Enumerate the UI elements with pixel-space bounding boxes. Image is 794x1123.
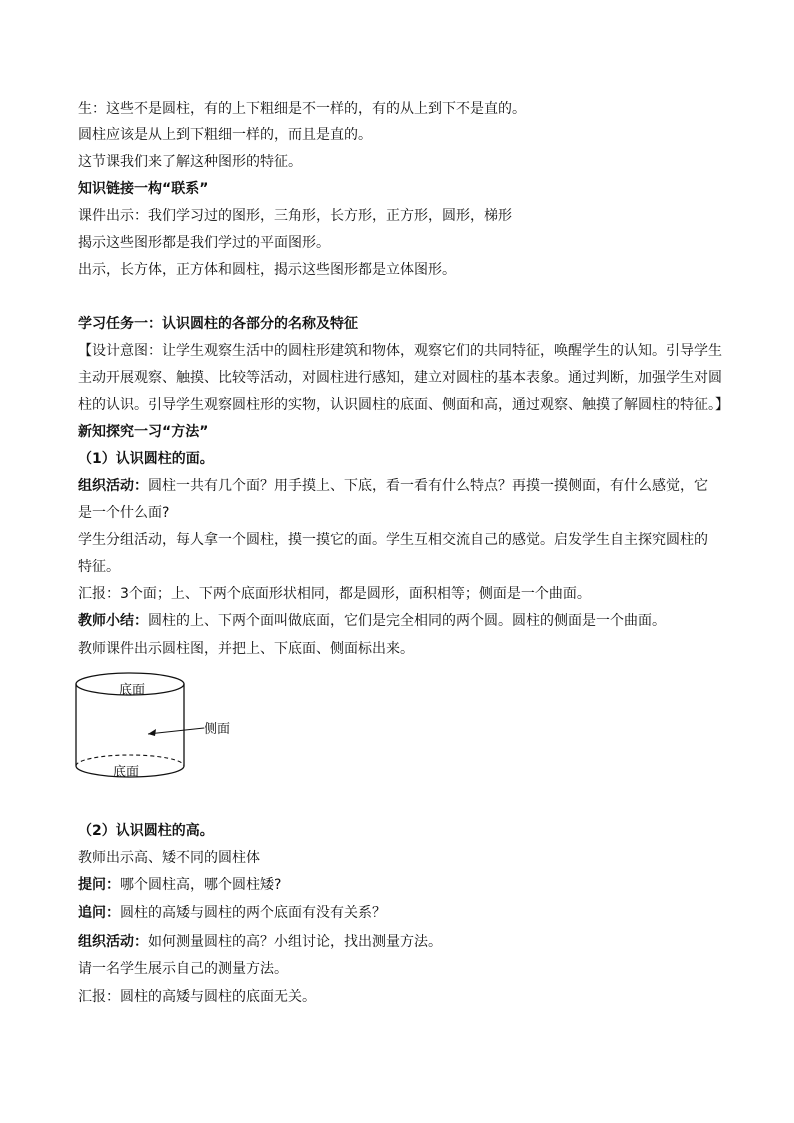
text-line: 柱的认识。引导学生观察圆柱形的实物，认识圆柱的底面、侧面和高，通过观察、触摸了解圆柱的特征。】 [78, 397, 729, 413]
inline-label: 提问： [78, 877, 120, 893]
text-line: 生：这些不是圆柱，有的上下粗细是不一样的，有的从上到下不是直的。 [78, 101, 526, 117]
subsection-heading: （1）认识圆柱的面。 [78, 451, 214, 467]
text-line [78, 933, 442, 951]
text-line: 请一名学生展示自己的测量方法。 [78, 961, 288, 977]
section-heading: 知识链接一构“联系” [78, 181, 209, 197]
text-line: 教师课件出示圆柱图，并把上、下底面、侧面标出来。 [78, 641, 414, 657]
arrow-icon [148, 729, 156, 736]
text-line: 出示，长方体，正方体和圆柱，揭示这些图形都是立体图形。 [78, 262, 456, 278]
cylinder-diagram [72, 668, 262, 788]
text-line [78, 612, 666, 630]
inline-label: 教师小结： [78, 613, 148, 629]
text-line: 学生分组活动，每人拿一个圆柱，摸一摸它的面。学生互相交流自己的感觉。启发学生自主探究圆柱的 [78, 532, 708, 548]
section-heading: 学习任务一：认识圆柱的各部分的名称及特征 [78, 316, 358, 332]
text-line: 【设计意图：让学生观察生活中的圆柱形建筑和物体，观察它们的共同特征，唤醒学生的认知。引导学生 [78, 343, 722, 359]
inline-text: 如何测量圆柱的高？小组讨论，找出测量方法。 [148, 934, 442, 950]
text-line: 特征。 [78, 559, 120, 575]
inline-label: 组织活动： [78, 478, 148, 494]
side-face-label: 侧面 [204, 722, 231, 737]
text-line: 课件出示：我们学习过的图形，三角形，长方形，正方形，圆形，梯形 [78, 208, 512, 224]
top-base-label: 底面 [119, 683, 146, 698]
inline-text: 圆柱的上、下两个面叫做底面，它们是完全相同的两个圆。圆柱的侧面是一个曲面。 [148, 613, 666, 629]
subsection-heading: （2）认识圆柱的高。 [78, 823, 214, 839]
bottom-base-label: 底面 [113, 765, 140, 780]
text-line [78, 477, 708, 495]
inline-text: 哪个圆柱高，哪个圆柱矮? [120, 877, 282, 893]
section-heading: 新知探究一习“方法” [78, 424, 209, 440]
inline-label: 追问： [78, 905, 120, 921]
text-line: 是一个什么面? [78, 505, 170, 521]
inline-text: 圆柱的高矮与圆柱的两个底面有没有关系？ [120, 905, 386, 921]
text-line [78, 876, 281, 894]
text-line: 圆柱应该是从上到下粗细一样的，而且是直的。 [78, 127, 372, 143]
text-line: 揭示这些图形都是我们学过的平面图形。 [78, 235, 330, 251]
text-line [78, 904, 386, 922]
inline-text: 圆柱一共有几个面？用手摸上、下底，看一看有什么特点？再摸一摸侧面，有什么感觉，它 [148, 478, 708, 494]
text-line: 这节课我们来了解这种图形的特征。 [78, 154, 302, 170]
text-line: 汇报：圆柱的高矮与圆柱的底面无关。 [78, 989, 316, 1005]
text-line: 主动开展观察、触摸、比较等活动，对圆柱进行感知，建立对圆柱的基本表象。通过判断，加强学生对圆 [78, 370, 722, 386]
inline-label: 组织活动： [78, 934, 148, 950]
text-line: 教师出示高、矮不同的圆柱体 [78, 850, 260, 866]
side-label-leader-line [148, 728, 204, 734]
text-line: 汇报：3个面；上、下两个底面形状相同，都是圆形，面积相等；侧面是一个曲面。 [78, 586, 591, 602]
